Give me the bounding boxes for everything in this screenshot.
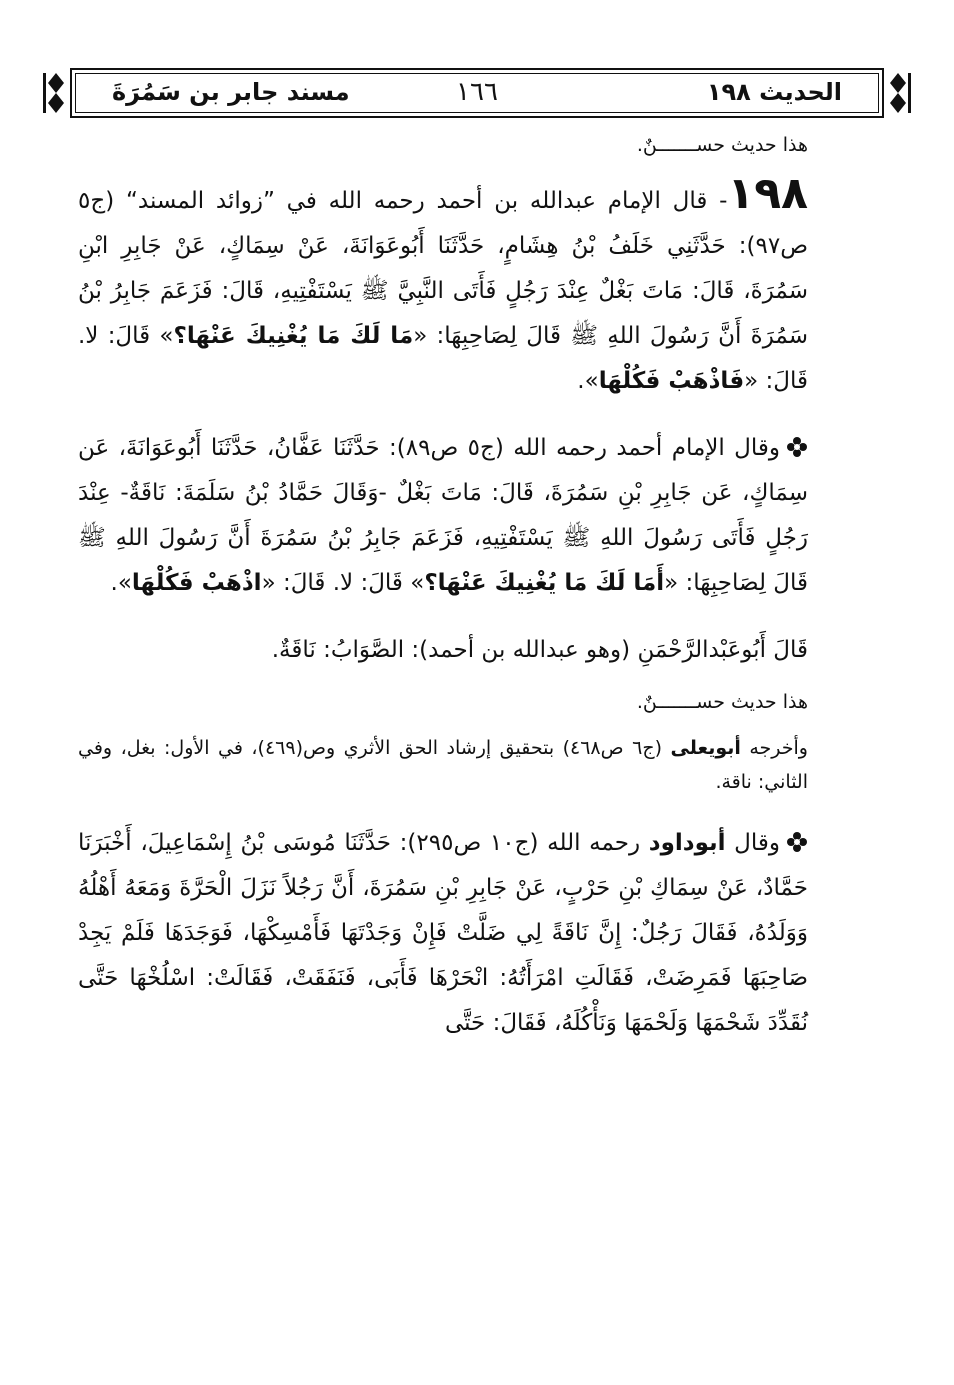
ahmad-narration-paragraph: [78, 426, 808, 606]
salawat-glyph: ﷺ: [570, 323, 599, 349]
text-segment: » قَالَ: لا. قَالَ: «: [78, 323, 808, 394]
text-segment: [640, 830, 649, 856]
page-header: [42, 68, 912, 120]
page-number: ١٦٦: [456, 77, 498, 107]
honorific-text: رحمه الله: [547, 830, 641, 856]
prophetic-speech: مَا لَكَ مَا يُغْنِيكَ عَنْهَا؟: [173, 323, 414, 349]
text-segment: - قال الإمام عبدالله بن أحمد: [424, 188, 728, 214]
text-segment: (ج٦ ص٤٦٨) بتحقيق إرشاد الحق الأثري وص(٤٦٩)، في الأول: بغل، وفي الثاني: ناقة.: [78, 737, 808, 793]
text-segment: وأخرجه: [740, 737, 808, 759]
text-segment: (ج٥ ص٨٩): حَدَّثَنَا عَفَّانُ، حَدَّثَنَا أَبُوعَوَانَةَ، عَن سِمَاكٍ، عَن جَابِرِ بْنِ سَمُرَةَ، قَالَ: مَاتَ بَغْلٌ -وَقَالَ حَمَّادُ بْنُ سَلَمَةَ: نَاقَةٌ- عِنْدَ رَجُلٍ فَأَتَى رَسُولَ اللهِ: [78, 435, 808, 551]
salawat-glyph: ﷺ: [562, 525, 591, 551]
abu-dawud-narration-paragraph: [78, 821, 808, 1046]
text-segment: يَسْتَفْتِيهِ، قَالَ: فَزَعَمَ جَابِرُ بْنُ سَمُرَةَ أَنَّ رَسُولَ اللهِ: [78, 278, 808, 349]
text-segment: ».: [110, 570, 132, 596]
salawat-glyph: ﷺ: [360, 278, 389, 304]
honorific-text: رحمه الله: [328, 188, 425, 214]
text-segment: (ج١٠ ص٢٩٥): حَدَّثَنَا مُوسَى بْنُ إِسْمَاعِيلَ، أَخْبَرَنَا حَمَّادٌ، عَنْ سِمَاكِ بْنِ حَرْبٍ، عَنْ جَابِرِ بْنِ سَمُرَةَ، أَنَّ رَجُلاً نَزَلَ الْحَرَّةَ وَمَعَهُ أَهْلُهُ وَوَلَدُهُ، فَقَالَ رَجُلٌ: إِنَّ نَاقَةً لِي ضَلَّتْ فَإِنْ وَجَدْتَهَا فَأَمْسِكْهَا، فَوَجَدَهَا فَلَمْ يَجِدْ صَاحِبَهَا فَمَرِضَتْ، فَقَالَتِ امْرَأَتُهُ: انْحَرْهَا فَأَبَى، فَنَفَقَتْ، فَقَالَتْ: اسْلُخْهَا حَتَّى نُقَدِّدَ شَحْمَهَا وَلَحْمَهَا وَنَأْكُلَهُ، فَقَالَ: حَتَّى: [78, 830, 808, 1036]
prophetic-speech: اذْهَبْ فَكُلْهَا: [131, 570, 262, 596]
prophetic-speech: أَمَا لَكَ مَا يُغْنِيكَ عَنْهَا؟: [424, 570, 665, 596]
text-segment: ».: [577, 368, 599, 394]
salawat-glyph: ﷺ: [78, 525, 106, 551]
flower-bullet-icon: [786, 436, 808, 458]
source-name: أبويعلى: [670, 737, 741, 759]
source-name: أبوداود: [648, 830, 726, 856]
text-segment: في ”زوائد المسند“ (ج٥ ص٩٧): حَدَّثَنِي خَلَفُ بْنُ هِشَامٍ، حَدَّثَنَا أَبُوعَوَانَةَ، عَنْ سِمَاكٍ، عَنْ جَابِرِ ابْنِ سَمُرَةَ، قَالَ: مَاتَ بَغْلٌ عِنْدَ رَجُلٍ فَأَتَى النَّبِيَّ: [78, 188, 808, 304]
prophetic-speech: فَاذْهَبْ فَكُلْهَا: [598, 368, 745, 394]
ornament-icon: [42, 71, 70, 115]
text-segment: وقال: [725, 830, 781, 856]
hadith-198-paragraph: [78, 168, 808, 404]
grading-note: هذا حديث حســـــــنٌ.: [636, 134, 808, 156]
grading-note: هذا حديث حســـــــنٌ.: [636, 691, 808, 713]
page-content: [78, 128, 808, 1046]
abu-abdurrahman-note: قَالَ أَبُوعَبْدالرَّحْمَنِ (وهو عبدالله بن أحمد): الصَّوَابُ: نَاقَةٌ.: [271, 637, 808, 663]
takhrij-note: [78, 731, 808, 799]
text-segment: وقال الإمام أحمد: [606, 435, 780, 461]
honorific-text: رحمه الله: [513, 435, 607, 461]
flower-bullet-icon: [786, 831, 808, 853]
book-title: مسند جابر بن سَمُرَةَ: [112, 78, 350, 106]
text-segment: قَالَ لِصَاحِبِهَا: «: [664, 570, 808, 596]
text-segment: » قَالَ: لا. قَالَ: «: [261, 570, 425, 596]
text-segment: قَالَ لِصَاحِبِهَا: «: [413, 323, 571, 349]
hadith-number: ١٩٨: [727, 168, 808, 219]
ornament-icon: [884, 71, 912, 115]
text-segment: يَسْتَفْتِيهِ، فَزَعَمَ جَابِرُ بْنُ سَمُرَةَ أَنَّ رَسُولَ اللهِ: [105, 525, 563, 551]
hadith-label: الحديث ١٩٨: [706, 78, 842, 106]
